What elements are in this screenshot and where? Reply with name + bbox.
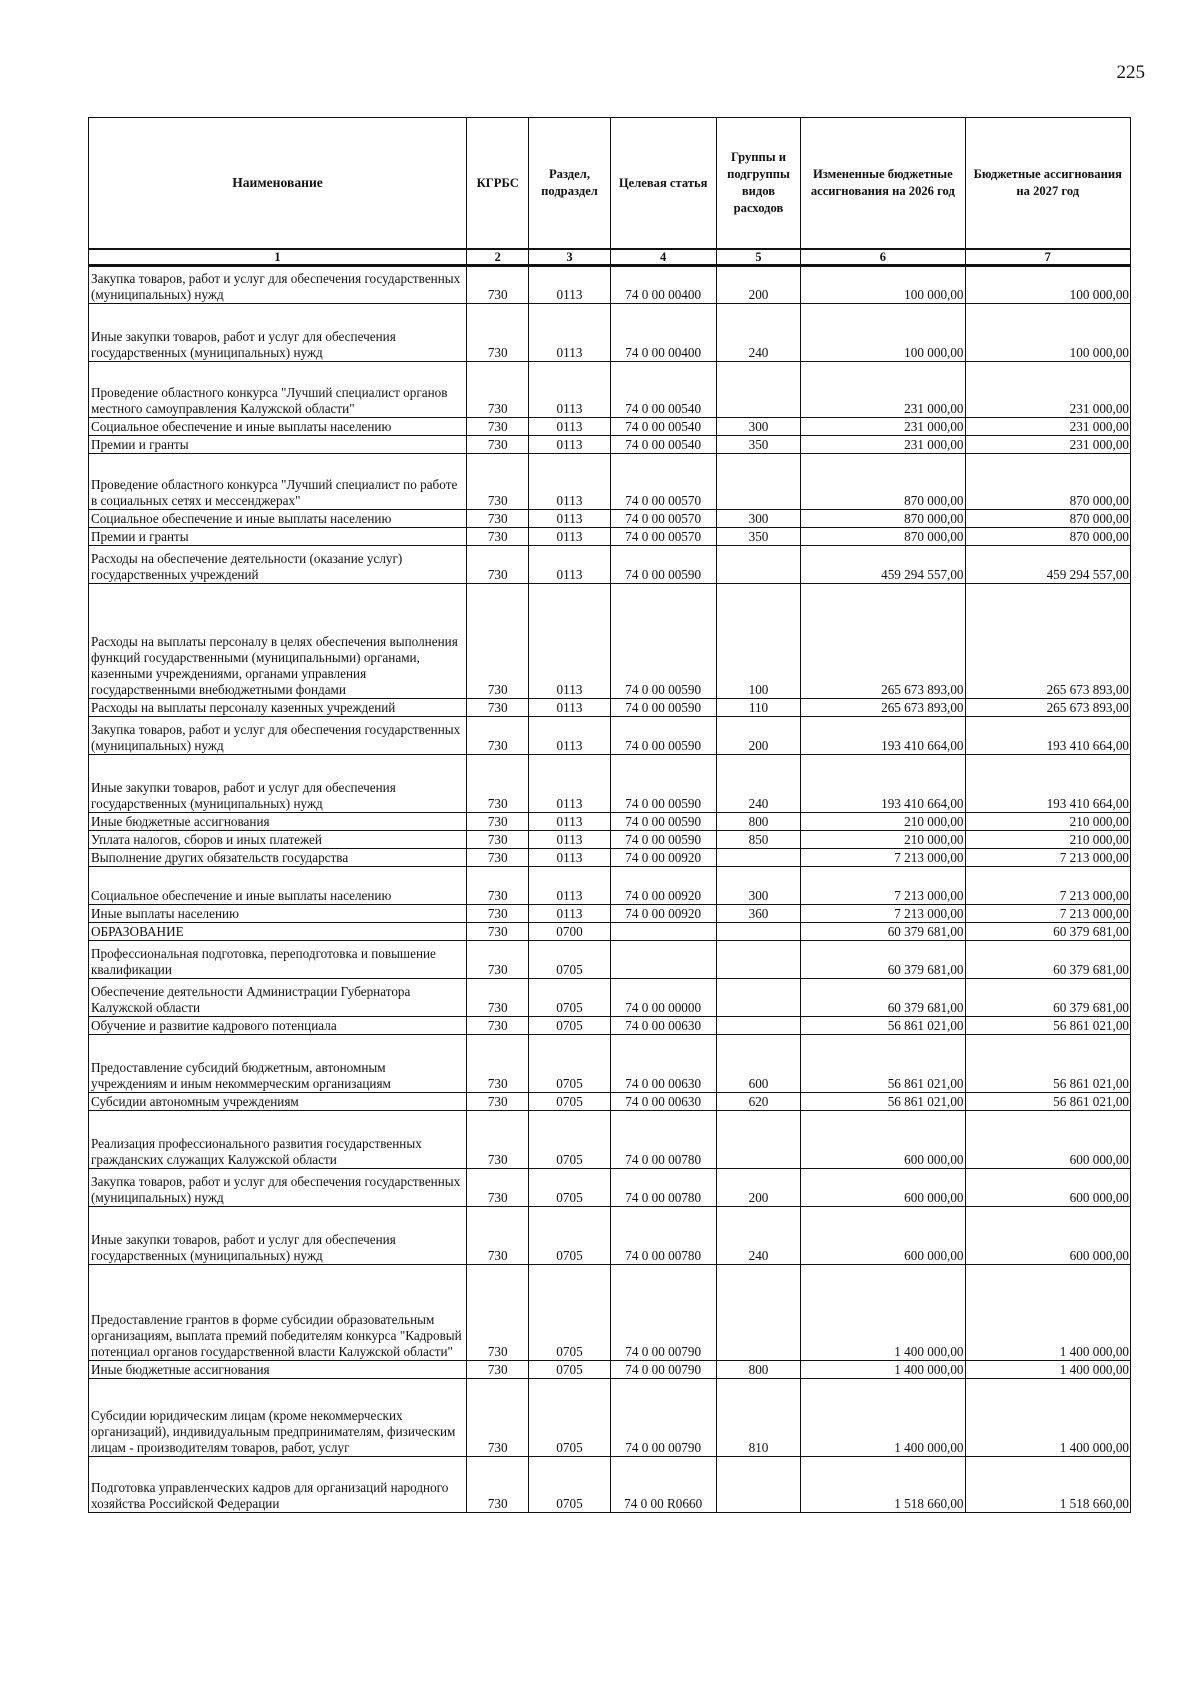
row-amount-2026: 459 294 557,00 — [801, 546, 965, 584]
row-amount-2027: 231 000,00 — [965, 436, 1130, 454]
table-row — [89, 528, 1131, 546]
header-target: Целевая статья — [610, 118, 716, 250]
table-row — [89, 1017, 1131, 1035]
row-group: 300 — [716, 418, 800, 436]
row-name: Профессиональная подготовка, переподготовка и повышение квалификации — [89, 941, 467, 979]
row-amount-2026: 193 410 664,00 — [801, 755, 965, 813]
row-amount-2026: 265 673 893,00 — [801, 699, 965, 717]
row-amount-2027: 210 000,00 — [965, 831, 1130, 849]
row-amount-2026: 56 861 021,00 — [801, 1093, 965, 1111]
row-group: 600 — [716, 1035, 800, 1093]
column-number: 3 — [529, 249, 610, 266]
row-section: 0113 — [529, 266, 610, 304]
row-amount-2026: 56 861 021,00 — [801, 1017, 965, 1035]
row-kgrbs: 730 — [467, 1035, 529, 1093]
row-kgrbs: 730 — [467, 584, 529, 699]
row-target: 74 0 00 00000 — [610, 979, 716, 1017]
row-amount-2026: 870 000,00 — [801, 528, 965, 546]
header-2027: Бюджетные ассигнования на 2027 год — [965, 118, 1130, 250]
row-target: 74 0 00 00590 — [610, 584, 716, 699]
row-section: 0113 — [529, 304, 610, 362]
row-kgrbs: 730 — [467, 867, 529, 905]
table-row — [89, 1207, 1131, 1265]
row-amount-2027: 60 379 681,00 — [965, 941, 1130, 979]
row-kgrbs: 730 — [467, 717, 529, 755]
row-section: 0705 — [529, 1379, 610, 1457]
table-row — [89, 1361, 1131, 1379]
row-name: Закупка товаров, работ и услуг для обеспечения государственных (муниципальных) нужд — [89, 1169, 467, 1207]
row-group — [716, 923, 800, 941]
row-amount-2027: 265 673 893,00 — [965, 584, 1130, 699]
row-kgrbs: 730 — [467, 1111, 529, 1169]
row-amount-2026: 60 379 681,00 — [801, 923, 965, 941]
row-kgrbs: 730 — [467, 1457, 529, 1513]
row-amount-2027: 100 000,00 — [965, 304, 1130, 362]
row-amount-2026: 210 000,00 — [801, 813, 965, 831]
column-number-row — [89, 249, 1131, 266]
row-amount-2027: 870 000,00 — [965, 510, 1130, 528]
row-group — [716, 454, 800, 510]
table-row — [89, 1379, 1131, 1457]
row-name: Расходы на выплаты персоналу в целях обеспечения выполнения функций государственными (муниципальными) органами, казенными учреждениями, органами управления государственными внебюджетными фондами — [89, 584, 467, 699]
table-row — [89, 979, 1131, 1017]
row-target: 74 0 00 00780 — [610, 1169, 716, 1207]
table-row — [89, 755, 1131, 813]
row-amount-2026: 1 400 000,00 — [801, 1265, 965, 1361]
row-section: 0705 — [529, 1093, 610, 1111]
row-amount-2027: 600 000,00 — [965, 1111, 1130, 1169]
table-row — [89, 304, 1131, 362]
row-name: Обеспечение деятельности Администрации Губернатора Калужской области — [89, 979, 467, 1017]
row-amount-2027: 193 410 664,00 — [965, 717, 1130, 755]
row-kgrbs: 730 — [467, 418, 529, 436]
row-amount-2026: 870 000,00 — [801, 454, 965, 510]
row-group: 620 — [716, 1093, 800, 1111]
row-section: 0705 — [529, 979, 610, 1017]
row-kgrbs: 730 — [467, 699, 529, 717]
row-section: 0113 — [529, 699, 610, 717]
table-row — [89, 436, 1131, 454]
row-amount-2026: 600 000,00 — [801, 1169, 965, 1207]
row-section: 0113 — [529, 905, 610, 923]
table-row — [89, 1111, 1131, 1169]
row-amount-2027: 193 410 664,00 — [965, 755, 1130, 813]
row-section: 0113 — [529, 436, 610, 454]
row-kgrbs: 730 — [467, 1265, 529, 1361]
row-kgrbs: 730 — [467, 510, 529, 528]
row-amount-2026: 7 213 000,00 — [801, 849, 965, 867]
row-kgrbs: 730 — [467, 528, 529, 546]
row-section: 0113 — [529, 584, 610, 699]
row-group: 350 — [716, 436, 800, 454]
row-group: 800 — [716, 813, 800, 831]
row-name: Социальное обеспечение и иные выплаты населению — [89, 510, 467, 528]
row-section: 0705 — [529, 1017, 610, 1035]
column-number: 2 — [467, 249, 529, 266]
row-target — [610, 923, 716, 941]
header-name: Наименование — [89, 118, 467, 250]
row-kgrbs: 730 — [467, 941, 529, 979]
row-target: 74 0 00 00630 — [610, 1093, 716, 1111]
row-amount-2027: 56 861 021,00 — [965, 1093, 1130, 1111]
row-target: 74 0 00 00920 — [610, 905, 716, 923]
table-row — [89, 584, 1131, 699]
row-name: Предоставление грантов в форме субсидии образовательным организациям, выплата премий победителям конкурса "Кадровый потенциал органов государственной власти Калужской области" — [89, 1265, 467, 1361]
row-target: 74 0 00 00590 — [610, 546, 716, 584]
row-section: 0705 — [529, 1361, 610, 1379]
row-target: 74 0 00 00780 — [610, 1111, 716, 1169]
row-name: Расходы на выплаты персоналу казенных учреждений — [89, 699, 467, 717]
row-group — [716, 1111, 800, 1169]
row-amount-2026: 870 000,00 — [801, 510, 965, 528]
header-kgrbs: КГРБС — [467, 118, 529, 250]
row-amount-2026: 60 379 681,00 — [801, 979, 965, 1017]
row-target: 74 0 00 00540 — [610, 362, 716, 418]
row-name: Проведение областного конкурса "Лучший специалист органов местного самоуправления Калужской области" — [89, 362, 467, 418]
row-amount-2027: 870 000,00 — [965, 528, 1130, 546]
row-group: 200 — [716, 717, 800, 755]
table-body — [89, 266, 1131, 1513]
row-amount-2026: 600 000,00 — [801, 1207, 965, 1265]
row-group: 110 — [716, 699, 800, 717]
row-kgrbs: 730 — [467, 831, 529, 849]
table-row — [89, 1093, 1131, 1111]
row-group: 100 — [716, 584, 800, 699]
row-amount-2026: 56 861 021,00 — [801, 1035, 965, 1093]
row-name: Уплата налогов, сборов и иных платежей — [89, 831, 467, 849]
row-name: Субсидии юридическим лицам (кроме некоммерческих организаций), индивидуальным предпринимателям, физическим лицам - производителям товаров, работ, услуг — [89, 1379, 467, 1457]
row-group — [716, 979, 800, 1017]
table-row — [89, 1035, 1131, 1093]
row-amount-2027: 56 861 021,00 — [965, 1017, 1130, 1035]
table-row — [89, 923, 1131, 941]
row-group: 300 — [716, 867, 800, 905]
row-kgrbs: 730 — [467, 1379, 529, 1457]
header-section: Раздел, подраздел — [529, 118, 610, 250]
row-group: 810 — [716, 1379, 800, 1457]
row-section: 0113 — [529, 528, 610, 546]
row-name: Предоставление субсидий бюджетным, автономным учреждениям и иным некоммерческим организациям — [89, 1035, 467, 1093]
row-name: Обучение и развитие кадрового потенциала — [89, 1017, 467, 1035]
table-row — [89, 1265, 1131, 1361]
row-kgrbs: 730 — [467, 1093, 529, 1111]
budget-table — [88, 117, 1131, 1513]
row-name: Подготовка управленческих кадров для организаций народного хозяйства Российской Федерации — [89, 1457, 467, 1513]
row-kgrbs: 730 — [467, 436, 529, 454]
row-amount-2027: 7 213 000,00 — [965, 849, 1130, 867]
row-group: 240 — [716, 755, 800, 813]
table-row — [89, 362, 1131, 418]
row-target: 74 0 00 00790 — [610, 1379, 716, 1457]
row-section: 0700 — [529, 923, 610, 941]
row-amount-2026: 231 000,00 — [801, 436, 965, 454]
table-row — [89, 1457, 1131, 1513]
row-kgrbs: 730 — [467, 1207, 529, 1265]
row-kgrbs: 730 — [467, 1017, 529, 1035]
row-group — [716, 1265, 800, 1361]
row-section: 0113 — [529, 418, 610, 436]
row-group — [716, 362, 800, 418]
row-group — [716, 546, 800, 584]
row-amount-2027: 459 294 557,00 — [965, 546, 1130, 584]
row-amount-2027: 231 000,00 — [965, 418, 1130, 436]
row-group: 240 — [716, 304, 800, 362]
row-kgrbs: 730 — [467, 454, 529, 510]
table-row — [89, 717, 1131, 755]
column-number: 4 — [610, 249, 716, 266]
row-group — [716, 1017, 800, 1035]
row-name: Иные закупки товаров, работ и услуг для обеспечения государственных (муниципальных) нужд — [89, 755, 467, 813]
page-number: 225 — [1116, 62, 1145, 83]
row-name: Иные выплаты населению — [89, 905, 467, 923]
row-amount-2026: 231 000,00 — [801, 362, 965, 418]
table-row — [89, 454, 1131, 510]
row-amount-2027: 7 213 000,00 — [965, 867, 1130, 905]
row-name: Премии и гранты — [89, 528, 467, 546]
row-name: Премии и гранты — [89, 436, 467, 454]
row-section: 0705 — [529, 1457, 610, 1513]
row-target: 74 0 00 00790 — [610, 1361, 716, 1379]
row-name: ОБРАЗОВАНИЕ — [89, 923, 467, 941]
header-row — [89, 118, 1131, 250]
row-group: 350 — [716, 528, 800, 546]
row-amount-2027: 60 379 681,00 — [965, 979, 1130, 1017]
row-amount-2026: 231 000,00 — [801, 418, 965, 436]
row-amount-2027: 870 000,00 — [965, 454, 1130, 510]
row-kgrbs: 730 — [467, 923, 529, 941]
row-section: 0705 — [529, 941, 610, 979]
row-target: 74 0 00 00590 — [610, 717, 716, 755]
row-amount-2027: 265 673 893,00 — [965, 699, 1130, 717]
row-target — [610, 941, 716, 979]
row-name: Расходы на обеспечение деятельности (оказание услуг) государственных учреждений — [89, 546, 467, 584]
row-kgrbs: 730 — [467, 1169, 529, 1207]
row-kgrbs: 730 — [467, 813, 529, 831]
row-name: Социальное обеспечение и иные выплаты населению — [89, 418, 467, 436]
row-name: Выполнение других обязательств государства — [89, 849, 467, 867]
row-name: Проведение областного конкурса "Лучший специалист по работе в социальных сетях и мессенджерах" — [89, 454, 467, 510]
table-row — [89, 266, 1131, 304]
row-section: 0705 — [529, 1035, 610, 1093]
row-target: 74 0 00 00570 — [610, 510, 716, 528]
row-section: 0113 — [529, 813, 610, 831]
row-name: Субсидии автономным учреждениям — [89, 1093, 467, 1111]
row-section: 0113 — [529, 831, 610, 849]
row-target: 74 0 00 00400 — [610, 304, 716, 362]
row-name: Иные бюджетные ассигнования — [89, 1361, 467, 1379]
row-section: 0705 — [529, 1207, 610, 1265]
row-name: Закупка товаров, работ и услуг для обеспечения государственных (муниципальных) нужд — [89, 717, 467, 755]
row-target: 74 0 00 00780 — [610, 1207, 716, 1265]
row-name: Закупка товаров, работ и услуг для обеспечения государственных (муниципальных) нужд — [89, 266, 467, 304]
row-name: Иные бюджетные ассигнования — [89, 813, 467, 831]
row-group — [716, 849, 800, 867]
row-target: 74 0 00 00920 — [610, 849, 716, 867]
row-target: 74 0 00 00540 — [610, 436, 716, 454]
row-amount-2027: 1 400 000,00 — [965, 1361, 1130, 1379]
table-row — [89, 418, 1131, 436]
row-group: 240 — [716, 1207, 800, 1265]
row-kgrbs: 730 — [467, 905, 529, 923]
column-number: 1 — [89, 249, 467, 266]
row-section: 0113 — [529, 546, 610, 584]
row-section: 0113 — [529, 454, 610, 510]
row-kgrbs: 730 — [467, 546, 529, 584]
row-target: 74 0 00 00590 — [610, 755, 716, 813]
header-groups: Группы и подгруппы видов расходов — [716, 118, 800, 250]
row-section: 0113 — [529, 510, 610, 528]
row-kgrbs: 730 — [467, 755, 529, 813]
column-number: 7 — [965, 249, 1130, 266]
row-section: 0113 — [529, 849, 610, 867]
row-amount-2027: 1 400 000,00 — [965, 1265, 1130, 1361]
row-target: 74 0 00 00920 — [610, 867, 716, 905]
row-target: 74 0 00 00590 — [610, 813, 716, 831]
row-name: Реализация профессионального развития государственных гражданских служащих Калужской области — [89, 1111, 467, 1169]
table-row — [89, 546, 1131, 584]
row-amount-2026: 7 213 000,00 — [801, 905, 965, 923]
column-number: 6 — [801, 249, 965, 266]
row-target: 74 0 00 00590 — [610, 699, 716, 717]
row-target: 74 0 00 00540 — [610, 418, 716, 436]
row-amount-2026: 1 400 000,00 — [801, 1361, 965, 1379]
row-amount-2027: 1 400 000,00 — [965, 1379, 1130, 1457]
row-amount-2026: 100 000,00 — [801, 304, 965, 362]
row-section: 0113 — [529, 867, 610, 905]
row-target: 74 0 00 00570 — [610, 528, 716, 546]
row-amount-2027: 60 379 681,00 — [965, 923, 1130, 941]
row-amount-2026: 265 673 893,00 — [801, 584, 965, 699]
row-section: 0705 — [529, 1265, 610, 1361]
row-amount-2027: 100 000,00 — [965, 266, 1130, 304]
row-amount-2026: 60 379 681,00 — [801, 941, 965, 979]
row-kgrbs: 730 — [467, 979, 529, 1017]
column-number: 5 — [716, 249, 800, 266]
row-target: 74 0 00 00630 — [610, 1035, 716, 1093]
row-amount-2026: 193 410 664,00 — [801, 717, 965, 755]
row-group: 300 — [716, 510, 800, 528]
row-kgrbs: 730 — [467, 362, 529, 418]
row-group: 200 — [716, 266, 800, 304]
row-amount-2027: 600 000,00 — [965, 1169, 1130, 1207]
row-name: Социальное обеспечение и иные выплаты населению — [89, 867, 467, 905]
row-name: Иные закупки товаров, работ и услуг для обеспечения государственных (муниципальных) нужд — [89, 1207, 467, 1265]
table-row — [89, 1169, 1131, 1207]
row-amount-2026: 7 213 000,00 — [801, 867, 965, 905]
table-row — [89, 905, 1131, 923]
row-group: 200 — [716, 1169, 800, 1207]
row-kgrbs: 730 — [467, 266, 529, 304]
row-amount-2026: 1 400 000,00 — [801, 1379, 965, 1457]
row-section: 0113 — [529, 755, 610, 813]
table-row — [89, 831, 1131, 849]
table-row — [89, 510, 1131, 528]
row-amount-2027: 7 213 000,00 — [965, 905, 1130, 923]
row-amount-2027: 600 000,00 — [965, 1207, 1130, 1265]
row-amount-2027: 231 000,00 — [965, 362, 1130, 418]
row-section: 0705 — [529, 1111, 610, 1169]
header-2026: Измененные бюджетные ассигнования на 2026 год — [801, 118, 965, 250]
row-kgrbs: 730 — [467, 1361, 529, 1379]
table-row — [89, 699, 1131, 717]
row-amount-2026: 210 000,00 — [801, 831, 965, 849]
row-group: 800 — [716, 1361, 800, 1379]
row-amount-2027: 56 861 021,00 — [965, 1035, 1130, 1093]
row-target: 74 0 00 00630 — [610, 1017, 716, 1035]
row-name: Иные закупки товаров, работ и услуг для обеспечения государственных (муниципальных) нужд — [89, 304, 467, 362]
row-amount-2027: 210 000,00 — [965, 813, 1130, 831]
row-section: 0113 — [529, 362, 610, 418]
row-kgrbs: 730 — [467, 304, 529, 362]
row-section: 0113 — [529, 717, 610, 755]
row-amount-2027: 1 518 660,00 — [965, 1457, 1130, 1513]
row-amount-2026: 1 518 660,00 — [801, 1457, 965, 1513]
row-target: 74 0 00 00400 — [610, 266, 716, 304]
row-group: 850 — [716, 831, 800, 849]
row-target: 74 0 00 00590 — [610, 831, 716, 849]
row-group: 360 — [716, 905, 800, 923]
row-kgrbs: 730 — [467, 849, 529, 867]
row-target: 74 0 00 R0660 — [610, 1457, 716, 1513]
row-amount-2026: 600 000,00 — [801, 1111, 965, 1169]
table-row — [89, 941, 1131, 979]
row-target: 74 0 00 00570 — [610, 454, 716, 510]
row-section: 0705 — [529, 1169, 610, 1207]
row-amount-2026: 100 000,00 — [801, 266, 965, 304]
table-row — [89, 813, 1131, 831]
table-row — [89, 849, 1131, 867]
row-target: 74 0 00 00790 — [610, 1265, 716, 1361]
row-group — [716, 941, 800, 979]
row-group — [716, 1457, 800, 1513]
table-row — [89, 867, 1131, 905]
